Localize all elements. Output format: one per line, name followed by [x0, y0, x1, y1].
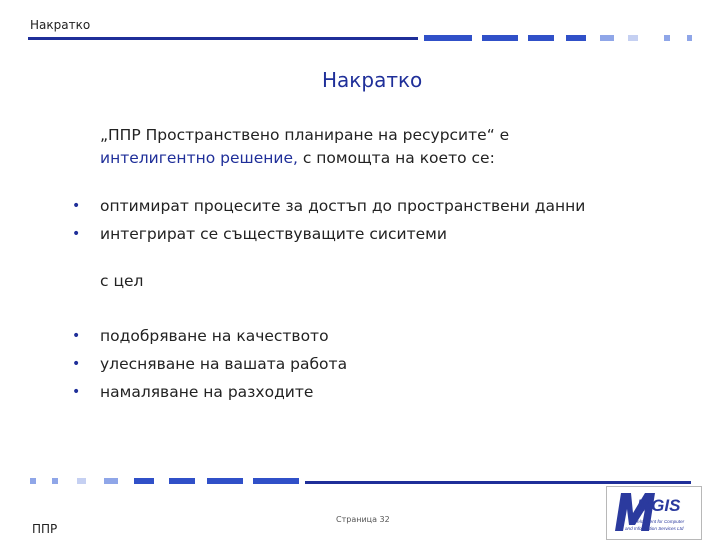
company-logo	[606, 486, 702, 540]
list-item-text: улесняване на вашата работа	[100, 355, 348, 373]
bullet-icon: •	[72, 328, 81, 344]
bullet-icon: •	[72, 198, 81, 214]
decor-square	[169, 478, 195, 484]
list-item-text: оптимират процесите за достъп до пространствени данни	[100, 197, 586, 215]
decor-square	[253, 478, 299, 484]
decor-square	[134, 478, 154, 484]
decor-square	[664, 35, 670, 41]
list-item	[68, 192, 585, 220]
bullet-icon: •	[72, 384, 81, 400]
list-item	[68, 322, 347, 350]
footer-left-label: ППР	[32, 522, 58, 536]
intro-line-2-rest: с помощта на което се:	[297, 149, 495, 167]
intro-line-1: „ППР Пространствено планиране на ресурсите“ е	[100, 126, 510, 144]
list-item	[68, 378, 347, 406]
decor-square	[687, 35, 692, 41]
decor-square	[30, 478, 36, 484]
decor-square	[52, 478, 58, 484]
bullet-icon: •	[72, 356, 81, 372]
list-item-text: интегрират се съществуващите сиситеми	[100, 225, 447, 243]
logo-tagline-1: Development for Computer	[629, 519, 685, 524]
list-item-text: намаляване на разходите	[100, 383, 314, 401]
decor-square	[482, 35, 518, 41]
intro-text	[100, 124, 509, 170]
decor-square	[600, 35, 614, 41]
list-item	[68, 220, 585, 248]
bullet-list-top	[68, 192, 585, 248]
decor-square	[77, 478, 86, 484]
subheading: с цел	[100, 272, 144, 290]
decor-square	[104, 478, 118, 484]
logo-tagline-2: and Information Services Ltd	[625, 526, 684, 531]
decor-square	[424, 35, 472, 41]
logo-brand: MGIS	[637, 496, 681, 515]
bullet-icon: •	[72, 226, 81, 242]
list-item	[68, 350, 347, 378]
intro-highlight: интелигентно решение,	[100, 149, 298, 167]
slide-title: Накратко	[322, 68, 423, 92]
page-number: Страница 32	[336, 515, 390, 524]
list-item-text: подобряване на качеството	[100, 327, 329, 345]
decor-square	[528, 35, 554, 41]
decor-square	[207, 478, 243, 484]
bullet-list-bottom	[68, 322, 347, 406]
logo-graphic	[607, 487, 701, 539]
header-label: Накратко	[30, 18, 91, 32]
decor-square	[566, 35, 586, 41]
intro-line-2	[100, 147, 509, 170]
footer-rule	[305, 481, 691, 484]
decor-square	[628, 35, 638, 41]
header-rule	[28, 37, 418, 40]
